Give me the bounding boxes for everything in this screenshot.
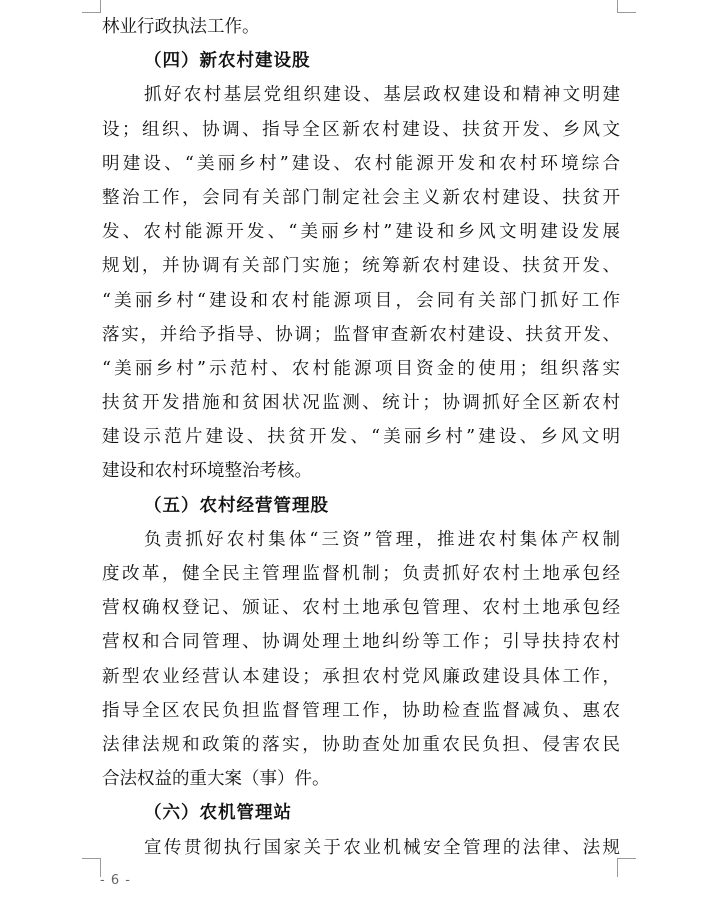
section-heading: （四）新农村建设股: [144, 51, 311, 72]
section-heading: （五）农村经营管理股: [144, 495, 329, 516]
paragraph-line: 发、农村能源开发、“美丽乡村”建设和乡风文明建设发展: [102, 222, 620, 243]
paragraph-first-line: 抓好农村基层党组织建设、基层政权建设和精神文明建: [144, 85, 620, 106]
paragraph-line: 设；组织、协调、指导全区新农村建设、扶贫开发、乡风文: [102, 119, 620, 140]
paragraph-line: 营权确权登记、颁证、农村土地承包管理、农村土地承包经: [102, 598, 620, 619]
paragraph-line: 扶贫开发措施和贫困状况监测、统计；协调抓好全区新农村: [102, 393, 620, 414]
paragraph-line: 落实，并给予指导、协调；监督审查新农村建设、扶贫开发、: [102, 324, 620, 345]
paragraph-line: 规划，并协调有关部门实施；统筹新农村建设、扶贫开发、: [102, 256, 620, 277]
paragraph-line: 指导全区农民负担监督管理工作，协助检查监督减负、惠农: [102, 700, 620, 721]
paragraph-line: 度改革，健全民主管理监督机制；负责抓好农村土地承包经: [102, 564, 620, 584]
paragraph-first-line: 负责抓好农村集体“三资”管理，推进农村集体产权制: [144, 529, 620, 550]
paragraph-first-line: 宣传贯彻执行国家关于农业机械安全管理的法律、法规: [144, 837, 620, 858]
paragraph-last-line: 建设和农村环境整治考核。: [102, 461, 312, 482]
paragraph-line: 建设示范片建设、扶贫开发、“美丽乡村”建设、乡风文明: [102, 427, 620, 448]
paragraph-line: 明建设、“美丽乡村”建设、农村能源开发和农村环境综合: [102, 153, 620, 174]
crop-mark-bottom-left: [82, 858, 101, 877]
paragraph-line: “美丽乡村”示范村、农村能源项目资金的使用；组织落实: [102, 358, 620, 379]
paragraph-line: 整治工作，会同有关部门制定社会主义新农村建设、扶贫开: [102, 187, 620, 208]
paragraph-line: 新型农业经营认本建设；承担农村党风廉政建设具体工作，: [102, 666, 620, 687]
paragraph-line: 法律法规和政策的落实，协助查处加重农民负担、侵害农民: [102, 734, 620, 755]
page-number: - 6 -: [100, 873, 131, 888]
paragraph-last-line: 合法权益的重大案（事）件。: [102, 769, 330, 790]
document-body: [102, 10, 620, 865]
section-heading: （六）农机管理站: [144, 803, 292, 824]
crop-mark-top-left: [82, 0, 101, 13]
paragraph-last-line: 林业行政执法工作。: [102, 17, 260, 37]
paragraph-line: 营权和合同管理、协调处理土地纠纷等工作；引导扶持农村: [102, 632, 620, 653]
paragraph-line: “美丽乡村“建设和农村能源项目，会同有关部门抓好工作: [102, 290, 620, 311]
